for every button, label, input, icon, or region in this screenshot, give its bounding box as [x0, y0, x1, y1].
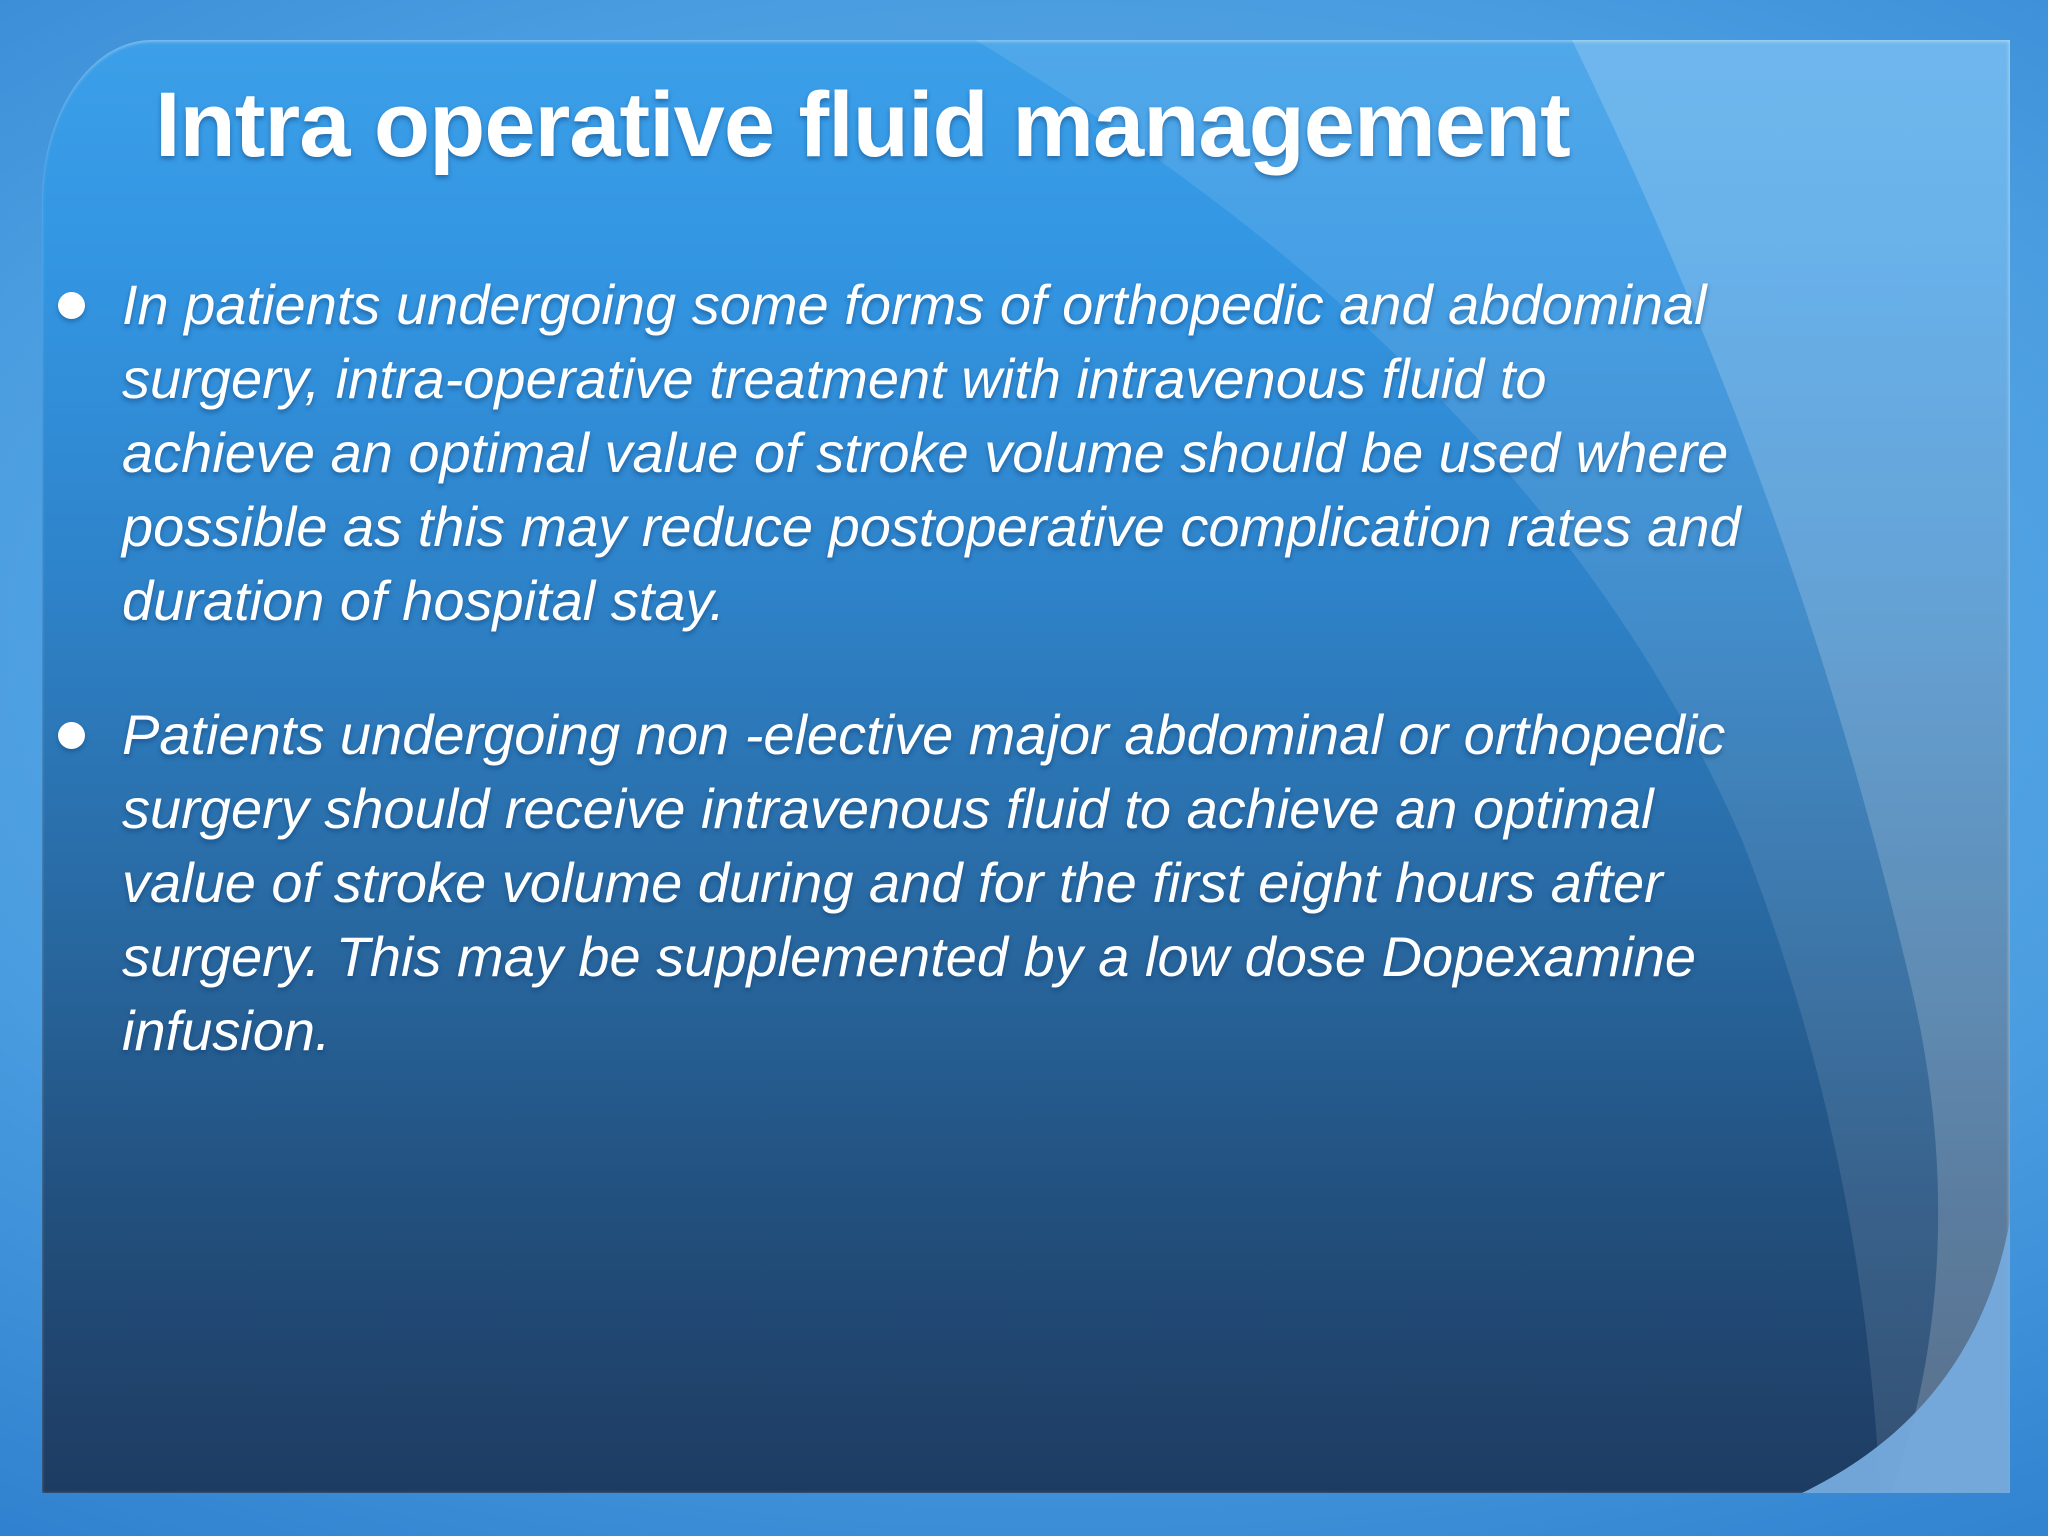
slide-panel: [42, 40, 2010, 1493]
bullet-text-line: surgery should receive intravenous fluid to achieve an optimal: [122, 777, 1654, 840]
bullet-list: [58, 268, 1980, 1068]
bullet-text-line: In patients undergoing some forms of orthopedic and abdominal: [122, 273, 1707, 336]
bullet-text-line: achieve an optimal value of stroke volume should be used where: [122, 421, 1729, 484]
bullet-text-line: surgery. This may be supplemented by a low dose Dopexamine: [122, 925, 1696, 988]
bullet-text-line: Patients undergoing non -elective major abdominal or orthopedic: [122, 703, 1726, 766]
bullet-text-line: duration of hospital stay.: [122, 569, 725, 632]
bullet-text-line: infusion.: [122, 999, 331, 1062]
bullet-item: [58, 698, 1980, 1068]
slide-title: Intra operative fluid management: [155, 74, 1570, 176]
bullet-text-line: value of stroke volume during and for the first eight hours after: [122, 851, 1663, 914]
bullet-text: [122, 698, 1980, 1068]
corner-swoosh-shape: [1802, 1220, 2010, 1493]
bullet-item: [58, 268, 1980, 638]
bullet-text-line: possible as this may reduce postoperative complication rates and: [122, 495, 1741, 558]
bullet-text: [122, 268, 1980, 638]
bullet-text-line: surgery, intra-operative treatment with intravenous fluid to: [122, 347, 1547, 410]
bullet-dot-icon: [58, 722, 85, 749]
bullet-dot-icon: [58, 292, 85, 319]
